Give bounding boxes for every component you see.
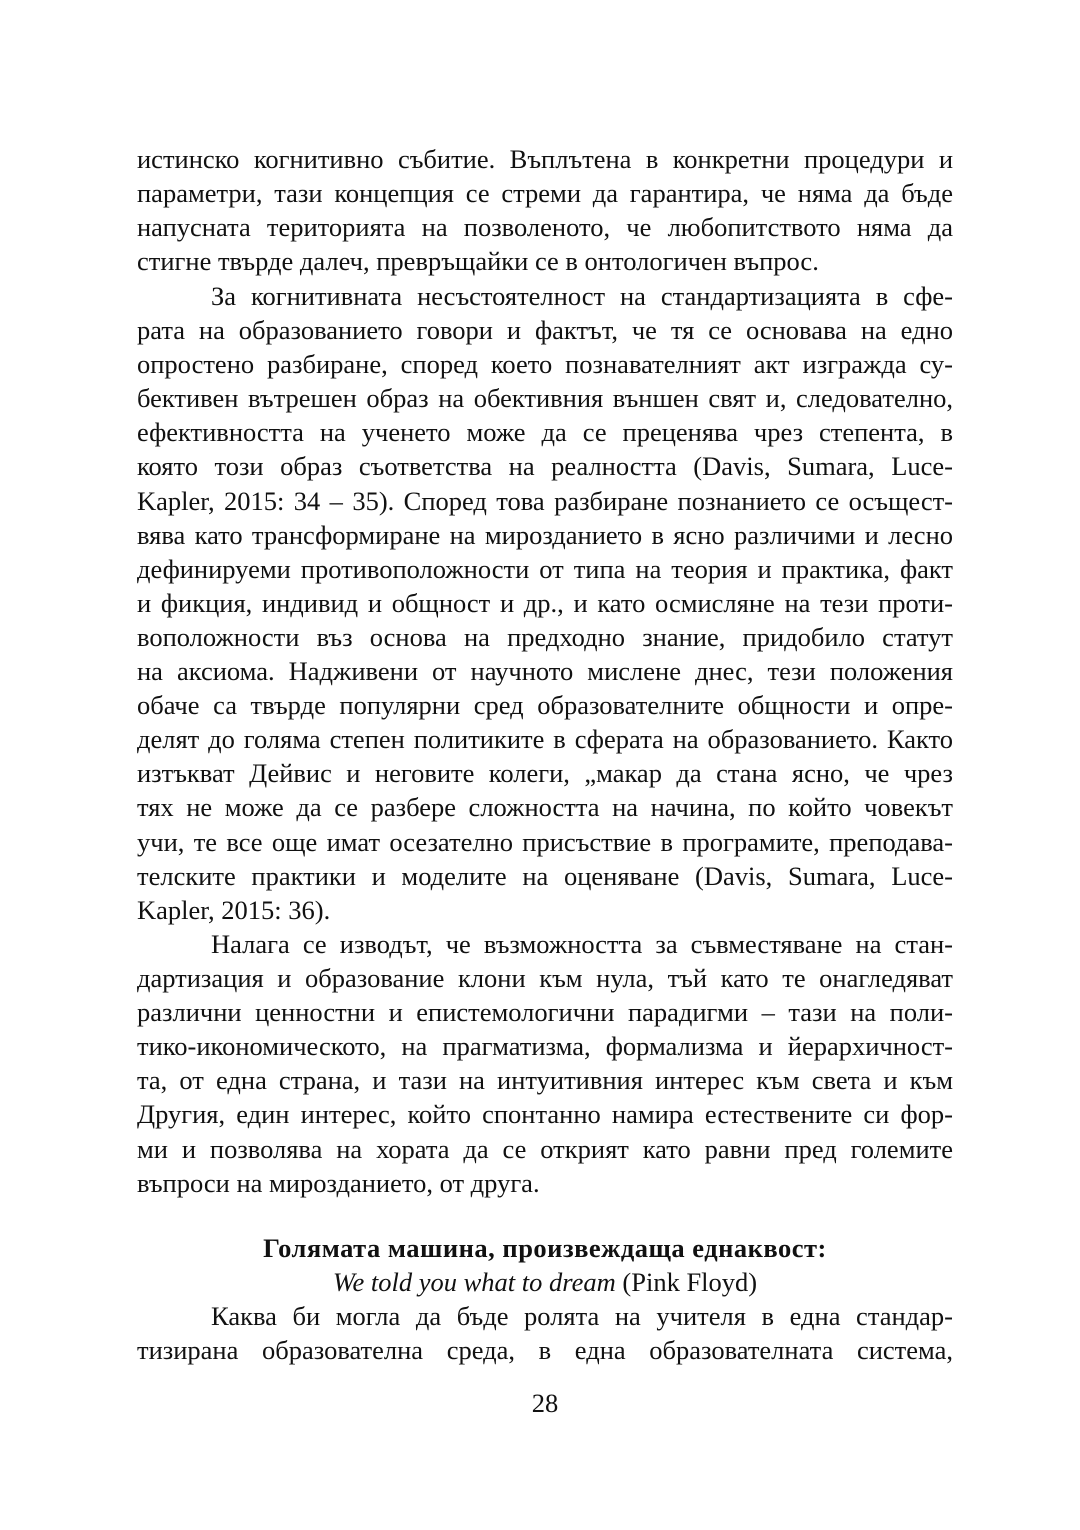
page-number: 28 bbox=[531, 1388, 559, 1418]
paragraph-3 bbox=[137, 927, 953, 1200]
paragraph-line: тико-икономическото, на прагматизма, формализма и йерархичност- bbox=[137, 1031, 953, 1062]
paragraph-line: Kapler, 2015: 34 – 35). Според това разбиране познанието се осъщест- bbox=[137, 485, 953, 516]
paragraph-line: ефективността на ученето може да се преценява чрез степента, в bbox=[137, 417, 953, 448]
paragraph-1 bbox=[137, 142, 953, 278]
paragraph-line: изтъкват Дейвис и неговите колеги, „макар да стана ясно, че чрез bbox=[137, 758, 953, 789]
section-heading: Голямата машина, произвеждаща еднаквост: bbox=[263, 1233, 827, 1263]
paragraph-line: обаче са твърде популярни сред образователните общности и опре- bbox=[137, 690, 953, 721]
section-subtitle bbox=[137, 1265, 953, 1299]
paragraph-line: опростено разбиране, според което познавателният акт изгражда су- bbox=[137, 349, 953, 380]
paragraph-line: тизирана образователна среда, в една образователната система, bbox=[137, 1335, 953, 1366]
paragraph-line: стигне твърде далеч, превръщайки се в онтологичен въпрос. bbox=[137, 246, 819, 277]
paragraph-line: дефинируеми противоположности от типа на теория и практика, факт bbox=[137, 553, 953, 584]
final-paragraph bbox=[137, 1299, 953, 1367]
paragraph-line: параметри, тази концепция се стреми да гарантира, че няма да бъде bbox=[137, 178, 953, 209]
paragraph-line: Другия, един интерес, който спонтанно намира естествените си фор- bbox=[137, 1099, 953, 1130]
paragraph-line: ми и позволява на хората да се открият като равни пред големите bbox=[137, 1133, 953, 1164]
subtitle-italic: We told you what to dream bbox=[332, 1267, 616, 1297]
paragraph-line: различни ценностни и епистемологични парадигми – тази на поли- bbox=[137, 997, 953, 1028]
paragraph-line: За когнитивната несъстоятелност на стандартизацията в сфе- bbox=[211, 281, 953, 311]
paragraph-line: учи, те все още имат осезателно присъствие в програмите, преподава- bbox=[137, 826, 953, 857]
paragraph-line: Каква би могла да бъде ролята на учителя в една стандар- bbox=[211, 1301, 953, 1331]
paragraph-line: истинско когнитивно събитие. Въплътена в конкретни процедури и bbox=[137, 144, 953, 174]
paragraph-line: рата на образованието говори и фактът, че тя се основава на едно bbox=[137, 315, 953, 346]
paragraph-line: на аксиома. Надживени от научното мислене днес, тези положения bbox=[137, 656, 953, 687]
paragraph-line: въпроси на мирозданието, от друга. bbox=[137, 1167, 540, 1198]
paragraph-line: телските практики и моделите на оценяване (Davis, Sumara, Luce- bbox=[137, 860, 953, 891]
paragraph-line: и фикция, индивид и общност и др., и като осмисляне на тези проти- bbox=[137, 587, 953, 618]
paragraph-line: Налага се изводът, че възможността за съвместяване на стан- bbox=[211, 929, 953, 959]
paragraph-2 bbox=[137, 279, 953, 927]
paragraph-line: тях не може да се разбере сложността на начина, по който човекът bbox=[137, 792, 953, 823]
paragraph-line: вява като трансформиране на мирозданието в ясно различими и лесно bbox=[137, 519, 953, 550]
paragraph-line: напусната територията на позволеното, че любопитството няма да bbox=[137, 212, 953, 243]
paragraph-line: бективен вътрешен образ на обективния външен свят и, следователно, bbox=[137, 383, 953, 414]
paragraph-line: която този образ съответства на реалността (Davis, Sumara, Luce- bbox=[137, 451, 953, 482]
paragraph-line: дартизация и образование клони към нула, тъй като те онагледяват bbox=[137, 963, 953, 994]
subtitle-attribution: (Pink Floyd) bbox=[615, 1267, 758, 1297]
paragraph-line: Kapler, 2015: 36). bbox=[137, 894, 331, 925]
paragraph-line: та, от една страна, и тази на интуитивния интерес към света и към bbox=[137, 1065, 953, 1096]
paragraph-line: воположности въз основа на предходно знание, придобило статут bbox=[137, 621, 953, 652]
paragraph-line: делят до голяма степен политиките в сферата на образованието. Както bbox=[137, 724, 953, 755]
